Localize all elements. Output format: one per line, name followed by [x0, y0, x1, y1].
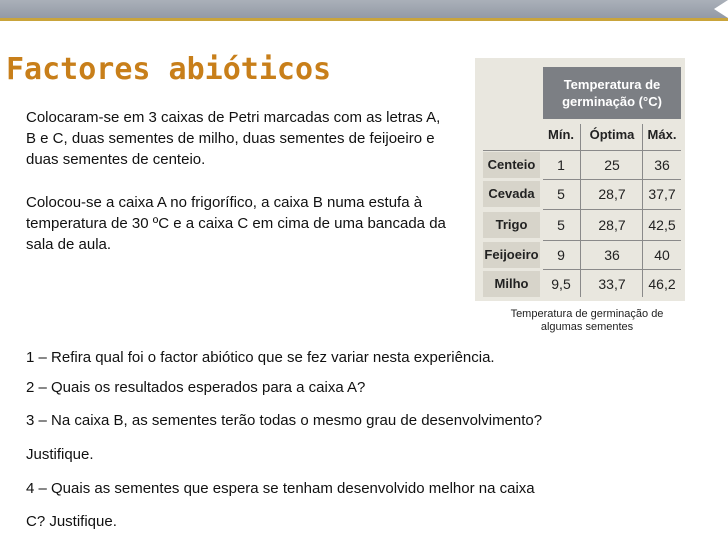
row-label-feijoeiro: Feijoeiro	[483, 242, 540, 268]
slide-title: Factores abióticos	[6, 52, 332, 87]
question-3-continued: Justifique.	[26, 446, 94, 463]
cell-milho-opt: 33,7	[598, 276, 626, 292]
question-4-continued: C? Justifique.	[26, 513, 117, 530]
table-caption-line1: Temperatura de germinação de	[510, 308, 664, 320]
cell-feijoeiro-opt: 36	[604, 247, 620, 263]
accent-line	[0, 18, 728, 21]
cell-trigo-max: 42,5	[648, 217, 676, 233]
cell-cevada-min: 5	[557, 186, 565, 202]
cell-cevada-opt: 28,7	[598, 186, 626, 202]
question-2: 2 – Quais os resultados esperados para a caixa A?	[26, 379, 366, 396]
row-label-centeio: Centeio	[483, 152, 540, 178]
band-arrow-notch	[714, 0, 728, 18]
top-decorative-band	[0, 0, 728, 18]
procedure-paragraph: Colocou-se a caixa A no frigorífico, a caixa B numa estufa à temperatura de 30 ºC e a caixa C em cima de uma bancada da sala de aula.	[26, 194, 446, 253]
col-head-opt: Óptima	[589, 127, 635, 142]
cell-centeio-opt: 25	[604, 157, 620, 173]
cell-centeio-max: 36	[654, 157, 670, 173]
table-grid-line	[543, 179, 681, 180]
table-grid-line	[483, 150, 681, 151]
cell-trigo-min: 5	[557, 217, 565, 233]
row-label-trigo: Trigo	[483, 212, 540, 238]
table-grid-line	[543, 209, 681, 210]
table-grid-line	[543, 269, 681, 270]
question-3: 3 – Na caixa B, as sementes terão todas o mesmo grau de desenvolvimento?	[26, 412, 543, 429]
table-header-line2: germinação (°C)	[562, 94, 662, 109]
row-label-milho: Milho	[483, 271, 540, 297]
table-caption-line2: algumas sementes	[540, 321, 634, 333]
table-caption	[487, 308, 687, 334]
table-header	[543, 67, 681, 119]
cell-feijoeiro-max: 40	[654, 247, 670, 263]
question-1: 1 – Refira qual foi o factor abiótico que se fez variar nesta experiência.	[26, 349, 495, 366]
cell-milho-min: 9,5	[551, 276, 571, 292]
cell-milho-max: 46,2	[648, 276, 676, 292]
question-4: 4 – Quais as sementes que espera se tenham desenvolvido melhor na caixa	[26, 480, 535, 497]
table-grid-line	[543, 240, 681, 241]
cell-trigo-opt: 28,7	[598, 217, 626, 233]
col-head-min: Mín.	[548, 127, 574, 142]
row-label-cevada: Cevada	[483, 181, 540, 207]
col-head-max: Máx.	[647, 127, 677, 142]
table-header-line1: Temperatura de	[563, 77, 661, 92]
cell-centeio-min: 1	[557, 157, 565, 173]
cell-cevada-max: 37,7	[648, 186, 676, 202]
intro-paragraph: Colocaram-se em 3 caixas de Petri marcadas com as letras A, B e C, duas sementes de milho, duas sementes de feijoeiro e duas sementes de centeio.	[26, 109, 441, 168]
cell-feijoeiro-min: 9	[557, 247, 565, 263]
